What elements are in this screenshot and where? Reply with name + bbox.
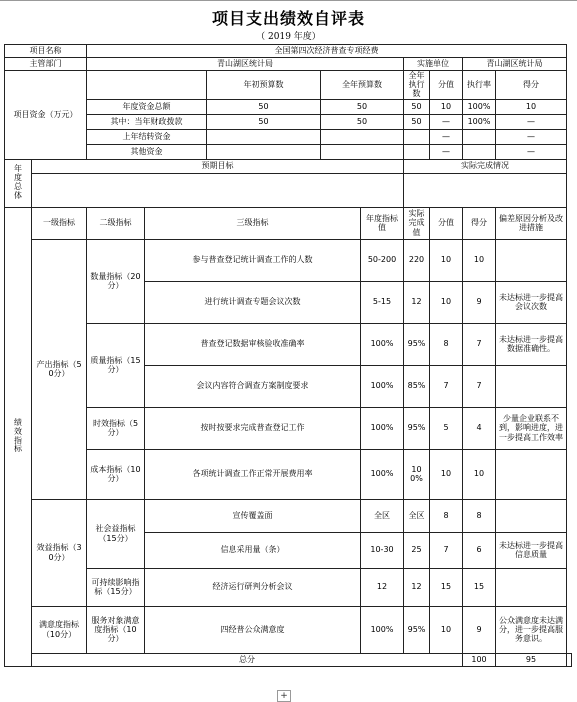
score: 6 bbox=[463, 532, 496, 568]
perf-header-note: 偏差原因分析及改进措施 bbox=[496, 207, 567, 239]
total-score-max: 100 bbox=[463, 653, 496, 666]
l3-indicator: 参与普查登记统计调查工作的人数 bbox=[145, 239, 361, 281]
expected-goal-body bbox=[32, 173, 404, 207]
score: 7 bbox=[463, 323, 496, 365]
l3-indicator: 经济运行研判分析会议 bbox=[145, 568, 361, 606]
funds-score: — bbox=[496, 129, 567, 144]
l2-sustain: 可持续影响指标（15分） bbox=[87, 568, 145, 606]
perf-header-l1: 一级指标 bbox=[32, 207, 87, 239]
funds-initial bbox=[207, 144, 321, 159]
funds-score: 10 bbox=[496, 99, 567, 114]
deviation-note bbox=[496, 568, 567, 606]
funds-row-total bbox=[5, 99, 572, 114]
l3-indicator: 普查登记数据审核验收准确率 bbox=[145, 323, 361, 365]
l3-indicator: 宣传覆盖面 bbox=[145, 499, 361, 532]
l2-cost: 成本指标（10分） bbox=[87, 449, 145, 499]
funds-header-score-max: 分值 bbox=[430, 71, 463, 100]
funds-rate bbox=[463, 129, 496, 144]
score: 15 bbox=[463, 568, 496, 606]
project-name-label: 项目名称 bbox=[5, 45, 87, 58]
perf-header-score-max: 分值 bbox=[430, 207, 463, 239]
funds-score: — bbox=[496, 114, 567, 129]
target-value: 100% bbox=[361, 606, 404, 653]
l1-effect: 效益指标（30分） bbox=[32, 499, 87, 606]
funds-header-executed: 全年执行数 bbox=[404, 71, 430, 100]
funds-annual bbox=[321, 144, 404, 159]
score-max: 8 bbox=[430, 499, 463, 532]
funds-annual: 50 bbox=[321, 99, 404, 114]
l2-quality: 质量指标（15分） bbox=[87, 323, 145, 407]
add-sheet-button[interactable]: + bbox=[277, 690, 291, 702]
funds-label: 项目资金（万元） bbox=[5, 71, 87, 160]
l1-satisfaction: 满意度指标（10分） bbox=[32, 606, 87, 653]
score-max: 15 bbox=[430, 568, 463, 606]
expected-goal-header: 预期目标 bbox=[32, 159, 404, 173]
evaluation-table bbox=[4, 44, 572, 667]
score-max: 10 bbox=[430, 239, 463, 281]
l2-service: 服务对象满意度指标（10分） bbox=[87, 606, 145, 653]
actual-result-body bbox=[404, 173, 567, 207]
funds-initial: 50 bbox=[207, 99, 321, 114]
actual-value: 85% bbox=[404, 365, 430, 407]
target-value: 10-30 bbox=[361, 532, 404, 568]
perf-row bbox=[5, 606, 572, 653]
target-value: 50-200 bbox=[361, 239, 404, 281]
funds-row-label: 上年结转资金 bbox=[87, 129, 207, 144]
funds-score: — bbox=[496, 144, 567, 159]
target-value: 12 bbox=[361, 568, 404, 606]
score: 4 bbox=[463, 407, 496, 449]
total-note bbox=[567, 653, 572, 666]
row-total bbox=[5, 653, 572, 666]
funds-row-label: 其中：当年财政拨款 bbox=[87, 114, 207, 129]
funds-row-label: 年度资金总额 bbox=[87, 99, 207, 114]
funds-initial bbox=[207, 129, 321, 144]
deviation-note: 少量企业联系不到，影响进度，进一步提高工作效率 bbox=[496, 407, 567, 449]
funds-header-score: 得分 bbox=[496, 71, 567, 100]
deviation-note bbox=[496, 365, 567, 407]
perf-row bbox=[5, 239, 572, 281]
actual-value: 220 bbox=[404, 239, 430, 281]
l3-indicator: 信息采用量（条） bbox=[145, 532, 361, 568]
target-value: 全区 bbox=[361, 499, 404, 532]
perf-row bbox=[5, 407, 572, 449]
project-name-value: 全国第四次经济普查专项经费 bbox=[87, 45, 567, 58]
l3-indicator: 按时按要求完成普查登记工作 bbox=[145, 407, 361, 449]
funds-annual: 50 bbox=[321, 114, 404, 129]
funds-rate bbox=[463, 144, 496, 159]
perf-header-l3: 三级指标 bbox=[145, 207, 361, 239]
l3-indicator: 各项统计调查工作正常开展费用率 bbox=[145, 449, 361, 499]
dept-value: 青山湖区统计局 bbox=[87, 58, 404, 71]
funds-header-rate: 执行率 bbox=[463, 71, 496, 100]
actual-value: 25 bbox=[404, 532, 430, 568]
perf-row bbox=[5, 499, 572, 532]
perf-header-target: 年度指标值 bbox=[361, 207, 404, 239]
funds-header-initial: 年初预算数 bbox=[207, 71, 321, 100]
funds-row-other bbox=[5, 144, 572, 159]
score: 9 bbox=[463, 281, 496, 323]
score-max: 5 bbox=[430, 407, 463, 449]
row-annual-goal-header bbox=[5, 159, 572, 173]
l2-social: 社会益指标（15分） bbox=[87, 499, 145, 568]
deviation-note: 公众满意度未达满分，进一步提高服务意识。 bbox=[496, 606, 567, 653]
perf-row bbox=[5, 449, 572, 499]
funds-score-max: 10 bbox=[430, 99, 463, 114]
actual-value: 100% bbox=[404, 449, 430, 499]
funds-row-label: 其他资金 bbox=[87, 144, 207, 159]
funds-rate: 100% bbox=[463, 99, 496, 114]
l1-output: 产出指标（50分） bbox=[32, 239, 87, 499]
row-project-name bbox=[5, 45, 572, 58]
total-score: 95 bbox=[496, 653, 567, 666]
score-max: 7 bbox=[430, 532, 463, 568]
score: 7 bbox=[463, 365, 496, 407]
page-subtitle: （ 2019 年度） bbox=[256, 32, 321, 42]
l2-time: 时效指标（5分） bbox=[87, 407, 145, 449]
funds-score-max: — bbox=[430, 144, 463, 159]
actual-result-header: 实际完成情况 bbox=[404, 159, 567, 173]
funds-row-carryover bbox=[5, 129, 572, 144]
actual-value: 12 bbox=[404, 281, 430, 323]
funds-rate: 100% bbox=[463, 114, 496, 129]
score: 8 bbox=[463, 499, 496, 532]
deviation-note: 未达标进一步提高数据准确性。 bbox=[496, 323, 567, 365]
funds-header-blank bbox=[87, 71, 207, 100]
target-value: 100% bbox=[361, 449, 404, 499]
funds-executed bbox=[404, 144, 430, 159]
funds-executed: 50 bbox=[404, 99, 430, 114]
deviation-note bbox=[496, 499, 567, 532]
page-title: 项目支出绩效自评表 bbox=[211, 9, 365, 28]
deviation-note bbox=[496, 449, 567, 499]
actual-value: 95% bbox=[404, 407, 430, 449]
target-value: 100% bbox=[361, 407, 404, 449]
deviation-note: 未达标进一步提高会议次数 bbox=[496, 281, 567, 323]
perf-header-l2: 二级指标 bbox=[87, 207, 145, 239]
deviation-note bbox=[496, 239, 567, 281]
funds-executed: 50 bbox=[404, 114, 430, 129]
row-perf-header bbox=[5, 207, 572, 239]
page-top-border bbox=[0, 0, 577, 5]
score: 10 bbox=[463, 449, 496, 499]
deviation-note: 未达标进一步提高信息质量 bbox=[496, 532, 567, 568]
funds-score-max: — bbox=[430, 129, 463, 144]
score: 9 bbox=[463, 606, 496, 653]
actual-value: 95% bbox=[404, 323, 430, 365]
funds-header-annual: 全年预算数 bbox=[321, 71, 404, 100]
funds-score-max: — bbox=[430, 114, 463, 129]
impl-label: 实施单位 bbox=[404, 58, 463, 71]
perf-row bbox=[5, 568, 572, 606]
l2-quantity: 数量指标（20分） bbox=[87, 239, 145, 323]
perf-header-score: 得分 bbox=[463, 207, 496, 239]
row-funds-header bbox=[5, 71, 572, 100]
actual-value: 12 bbox=[404, 568, 430, 606]
impl-value: 青山湖区统计局 bbox=[463, 58, 567, 71]
l3-indicator: 进行统计调查专题会议次数 bbox=[145, 281, 361, 323]
actual-value: 全区 bbox=[404, 499, 430, 532]
funds-initial: 50 bbox=[207, 114, 321, 129]
annual-goal-label: 年度总体 bbox=[5, 159, 32, 207]
dept-label: 主管部门 bbox=[5, 58, 87, 71]
score-max: 7 bbox=[430, 365, 463, 407]
total-label: 总分 bbox=[32, 653, 463, 666]
l3-indicator: 四经普公众满意度 bbox=[145, 606, 361, 653]
l3-indicator: 会议内容符合调查方案制度要求 bbox=[145, 365, 361, 407]
perf-row bbox=[5, 323, 572, 365]
score: 10 bbox=[463, 239, 496, 281]
score-max: 10 bbox=[430, 606, 463, 653]
funds-row-fiscal bbox=[5, 114, 572, 129]
perf-header-actual: 实际完成值 bbox=[404, 207, 430, 239]
score-max: 8 bbox=[430, 323, 463, 365]
actual-value: 95% bbox=[404, 606, 430, 653]
target-value: 100% bbox=[361, 365, 404, 407]
row-dept bbox=[5, 58, 572, 71]
row-annual-goal-body bbox=[5, 173, 572, 207]
target-value: 100% bbox=[361, 323, 404, 365]
target-value: 5-15 bbox=[361, 281, 404, 323]
score-max: 10 bbox=[430, 281, 463, 323]
funds-annual bbox=[321, 129, 404, 144]
score-max: 10 bbox=[430, 449, 463, 499]
funds-executed bbox=[404, 129, 430, 144]
perf-label: 绩效指标 bbox=[5, 207, 32, 666]
